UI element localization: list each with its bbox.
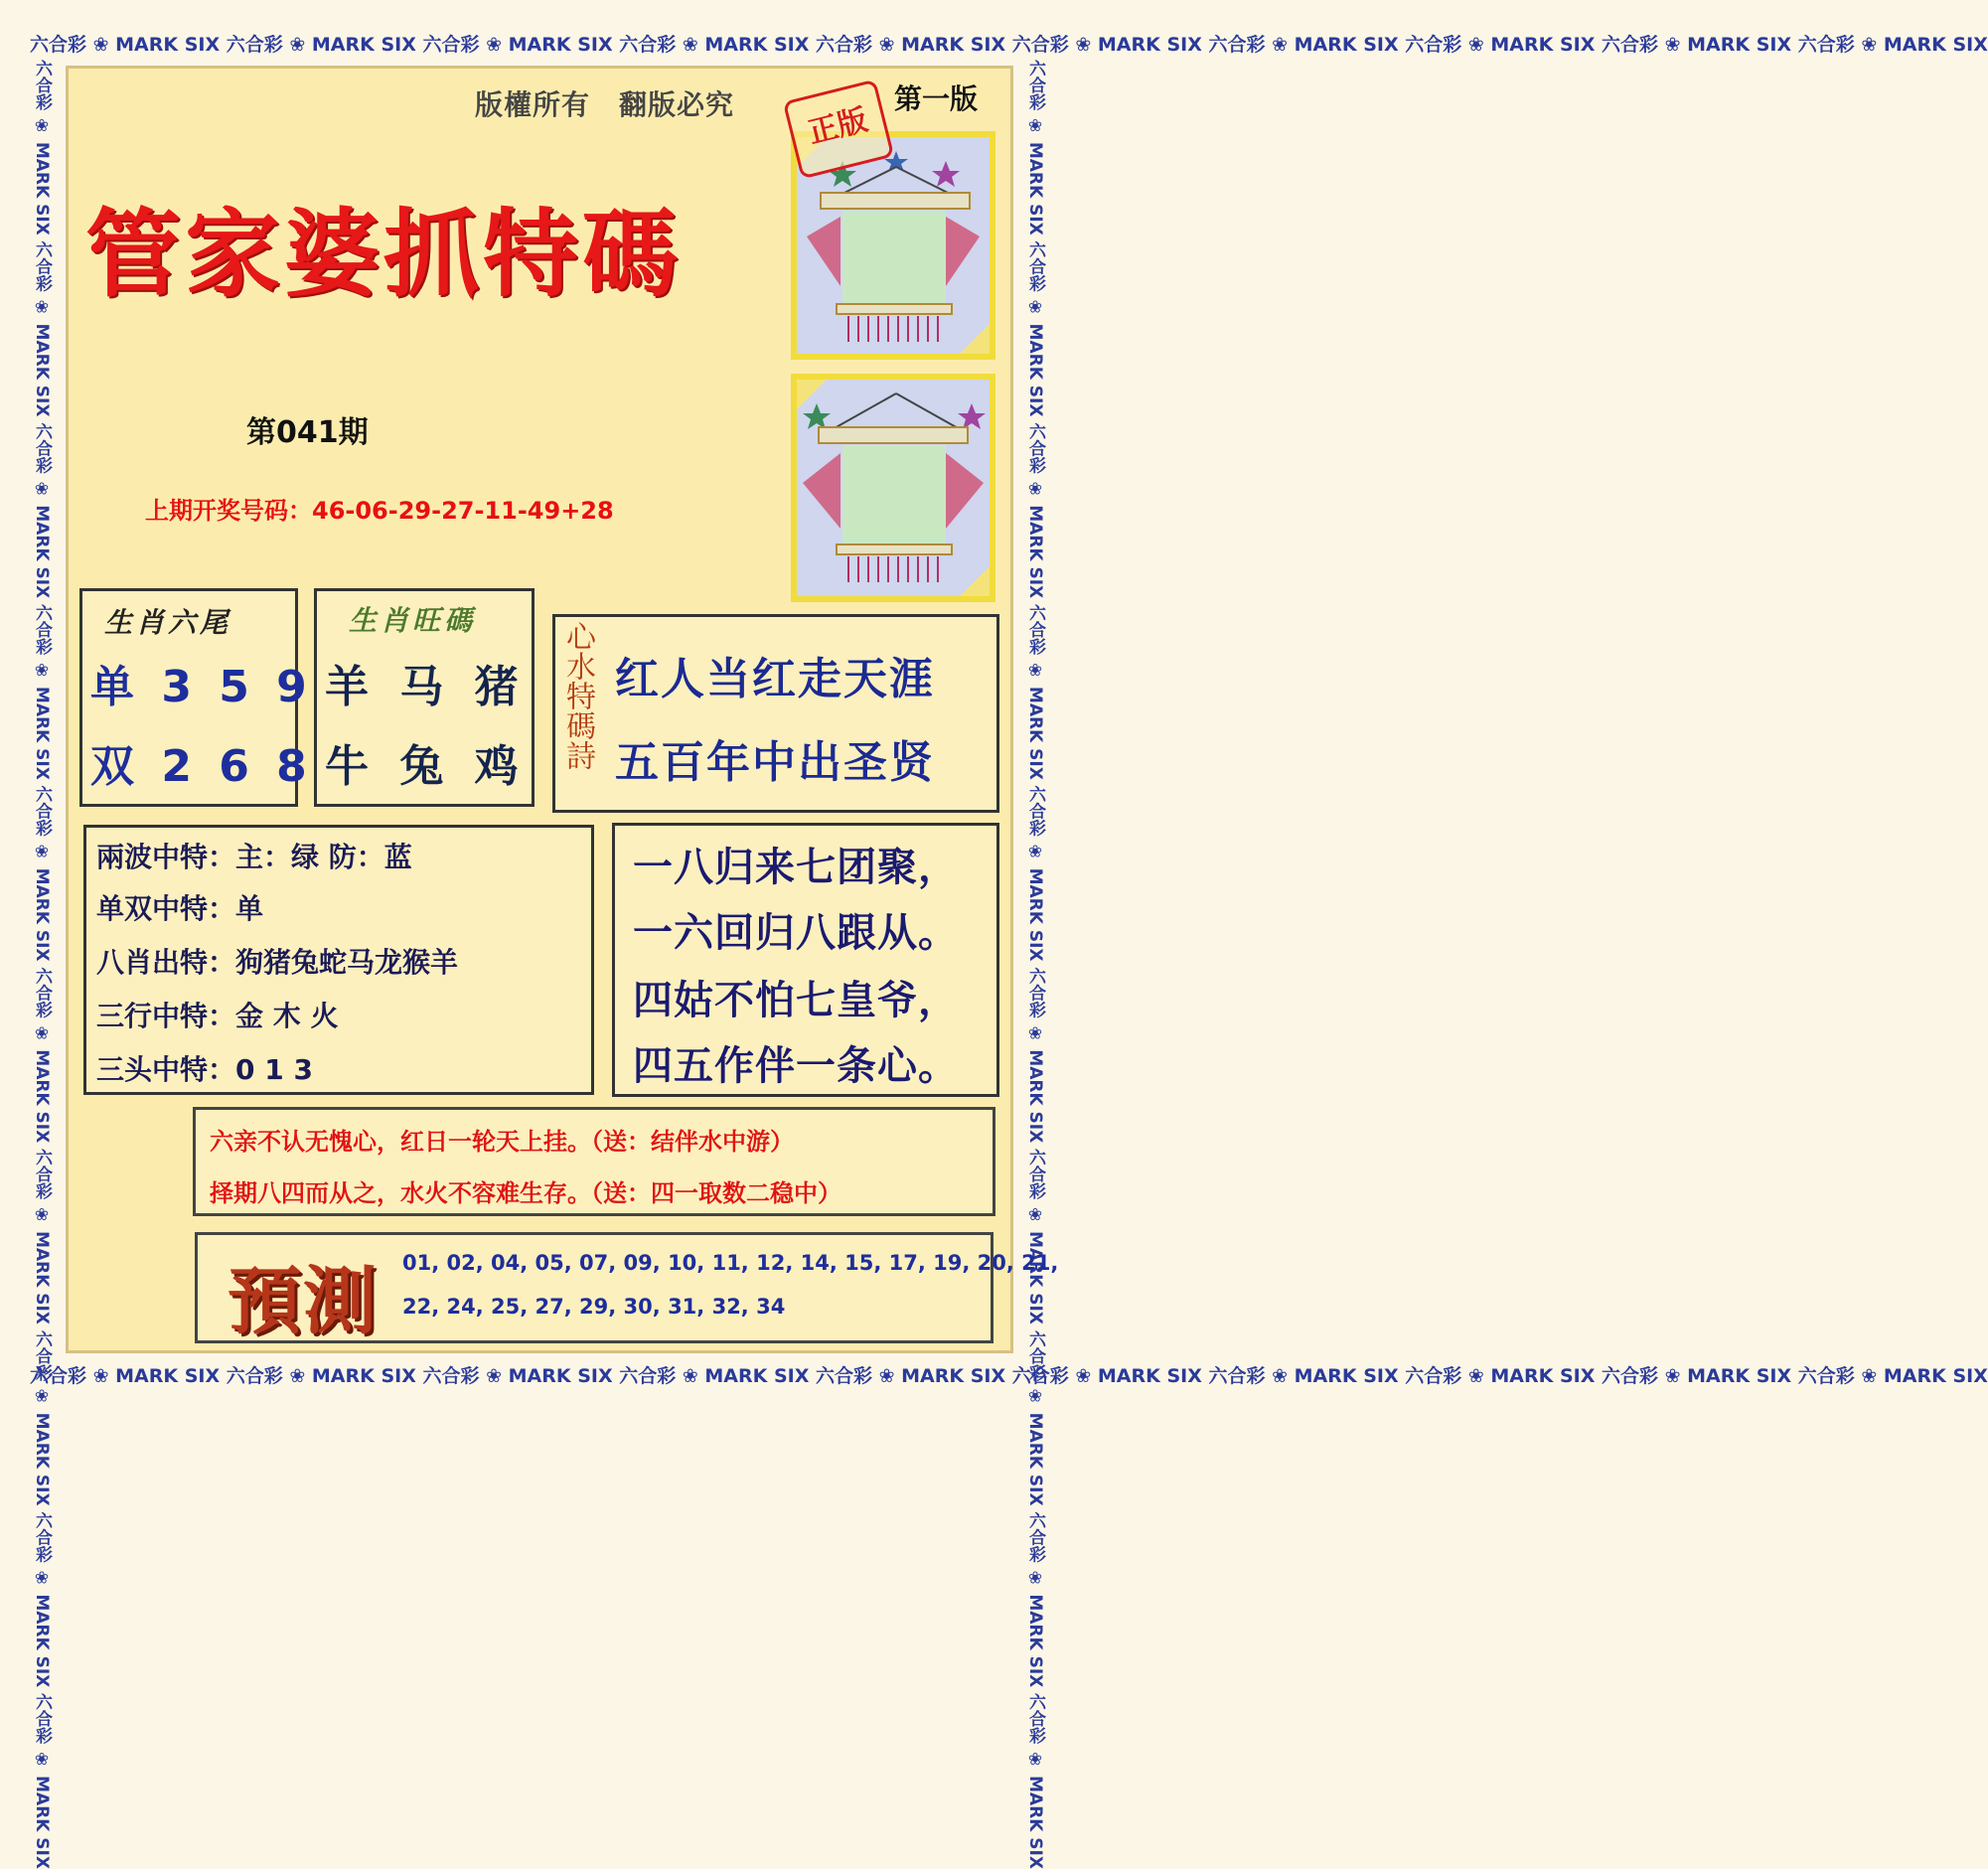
tip-row: [96, 995, 339, 1034]
zodiac-hot-heading: 生肖旺碼: [349, 604, 477, 637]
saying-line-1: 六亲不认无愧心，红日一轮天上挂。（送：结伴水中游）: [210, 1128, 794, 1156]
border-left-text: 六合彩 ❀ MARK SIX 六合彩 ❀ MARK SIX 六合彩 ❀ MARK SIX 六合彩 ❀ MARK SIX 六合彩 ❀ MARK SIX 六合彩 ❀ MARK SIX 六合彩 ❀ MARK SIX 六合彩 ❀ MARK SIX 六合彩 ❀ MARK SIX 六合彩 ❀ MARK SIX: [32, 60, 52, 1869]
border-left-strip: [28, 60, 58, 1869]
saying-line-2: 择期八四而从之，水火不容难生存。（送：四一取数二稳中）: [210, 1179, 841, 1207]
zodiac-hot-row2: 牛 兔 鸡: [325, 741, 527, 792]
last-draw-numbers: 上期开奖号码：46-06-29-27-11-49+28: [145, 497, 614, 525]
edition-label: 第一版: [894, 82, 979, 115]
tips-box: [83, 825, 594, 1095]
star-icon: [958, 403, 986, 429]
border-bottom-text: 六合彩 ❀ MARK SIX 六合彩 ❀ MARK SIX 六合彩 ❀ MARK SIX 六合彩 ❀ MARK SIX 六合彩 ❀ MARK SIX 六合彩 ❀ MARK SIX 六合彩 ❀ MARK SIX 六合彩 ❀ MARK SIX 六合彩 ❀ MARK SIX 六合彩 ❀ MARK SIX: [30, 1365, 1988, 1387]
verse-box: [612, 823, 999, 1097]
zodiac-hot-row1: 羊 马 猪: [325, 662, 527, 712]
poem-line-1: 红人当红走天涯: [615, 654, 935, 704]
tip-label: 八肖出特：: [96, 946, 236, 979]
zodiac-hot-box: [314, 588, 535, 807]
poem-box: [552, 614, 999, 813]
zodiac-tail-odd: 单 3 5 9: [90, 662, 313, 712]
verse-line-4: 四五作伴一条心。: [633, 1043, 959, 1089]
tip-value: 金 木 火: [235, 1000, 339, 1032]
border-top-strip: [30, 30, 1988, 60]
tip-value: 0 1 3: [235, 1053, 313, 1086]
authentic-stamp: 正版: [783, 79, 895, 180]
tip-value: 单: [235, 892, 264, 925]
zodiac-tail-box: [79, 588, 313, 807]
tip-value: 主：绿 防：蓝: [235, 841, 412, 873]
tip-row: [96, 1048, 313, 1088]
scroll-illustration-bottom: [791, 374, 995, 602]
border-right-text: 六合彩 ❀ MARK SIX 六合彩 ❀ MARK SIX 六合彩 ❀ MARK SIX 六合彩 ❀ MARK SIX 六合彩 ❀ MARK SIX 六合彩 ❀ MARK SIX 六合彩 ❀ MARK SIX 六合彩 ❀ MARK SIX 六合彩 ❀ MARK SIX 六合彩 ❀ MARK SIX: [1025, 60, 1045, 1869]
tip-value: 狗猪兔蛇马龙猴羊: [235, 946, 459, 979]
tip-label: 三头中特：: [96, 1053, 236, 1086]
sayings-box: [193, 1107, 995, 1216]
issue-number: 第041期: [246, 415, 369, 450]
poem-side-label: 心水特碼詩: [560, 621, 595, 770]
verse-line-2: 一六回归八跟从。: [633, 910, 959, 956]
tip-label: 兩波中特：: [96, 841, 236, 873]
forecast-label: 預測: [228, 1259, 379, 1344]
forecast-numbers-line-1: 01, 02, 04, 05, 07, 09, 10, 11, 12, 14, 15, 17, 19, 20, 21,: [402, 1251, 1059, 1275]
border-right-strip: [1021, 60, 1051, 1869]
tip-row: [96, 941, 458, 981]
verse-line-1: 一八归来七团聚，: [633, 845, 959, 890]
forecast-numbers-line-2: 22, 24, 25, 27, 29, 30, 31, 32, 34: [402, 1295, 786, 1319]
tip-row: [96, 887, 263, 927]
tip-row: [96, 836, 412, 875]
border-top-text: 六合彩 ❀ MARK SIX 六合彩 ❀ MARK SIX 六合彩 ❀ MARK SIX 六合彩 ❀ MARK SIX 六合彩 ❀ MARK SIX 六合彩 ❀ MARK SIX 六合彩 ❀ MARK SIX 六合彩 ❀ MARK SIX 六合彩 ❀ MARK SIX 六合彩 ❀ MARK SIX: [30, 34, 1988, 56]
star-icon: [803, 403, 831, 429]
star-icon: [932, 161, 960, 187]
zodiac-tail-even: 双 2 6 8: [90, 741, 313, 792]
forecast-box: [195, 1232, 1059, 1344]
zodiac-tail-heading: 生肖六尾: [104, 606, 232, 639]
border-bottom-strip: [30, 1361, 1988, 1391]
poem-line-2: 五百年中出圣贤: [615, 737, 935, 788]
tip-label: 单双中特：: [96, 892, 236, 925]
tip-label: 三行中特：: [96, 1000, 236, 1032]
main-title: 管家婆抓特碼: [85, 198, 682, 310]
copyright-notice: 版權所有 翻版必究: [475, 88, 735, 121]
verse-line-3: 四姑不怕七皇爷，: [633, 978, 959, 1023]
